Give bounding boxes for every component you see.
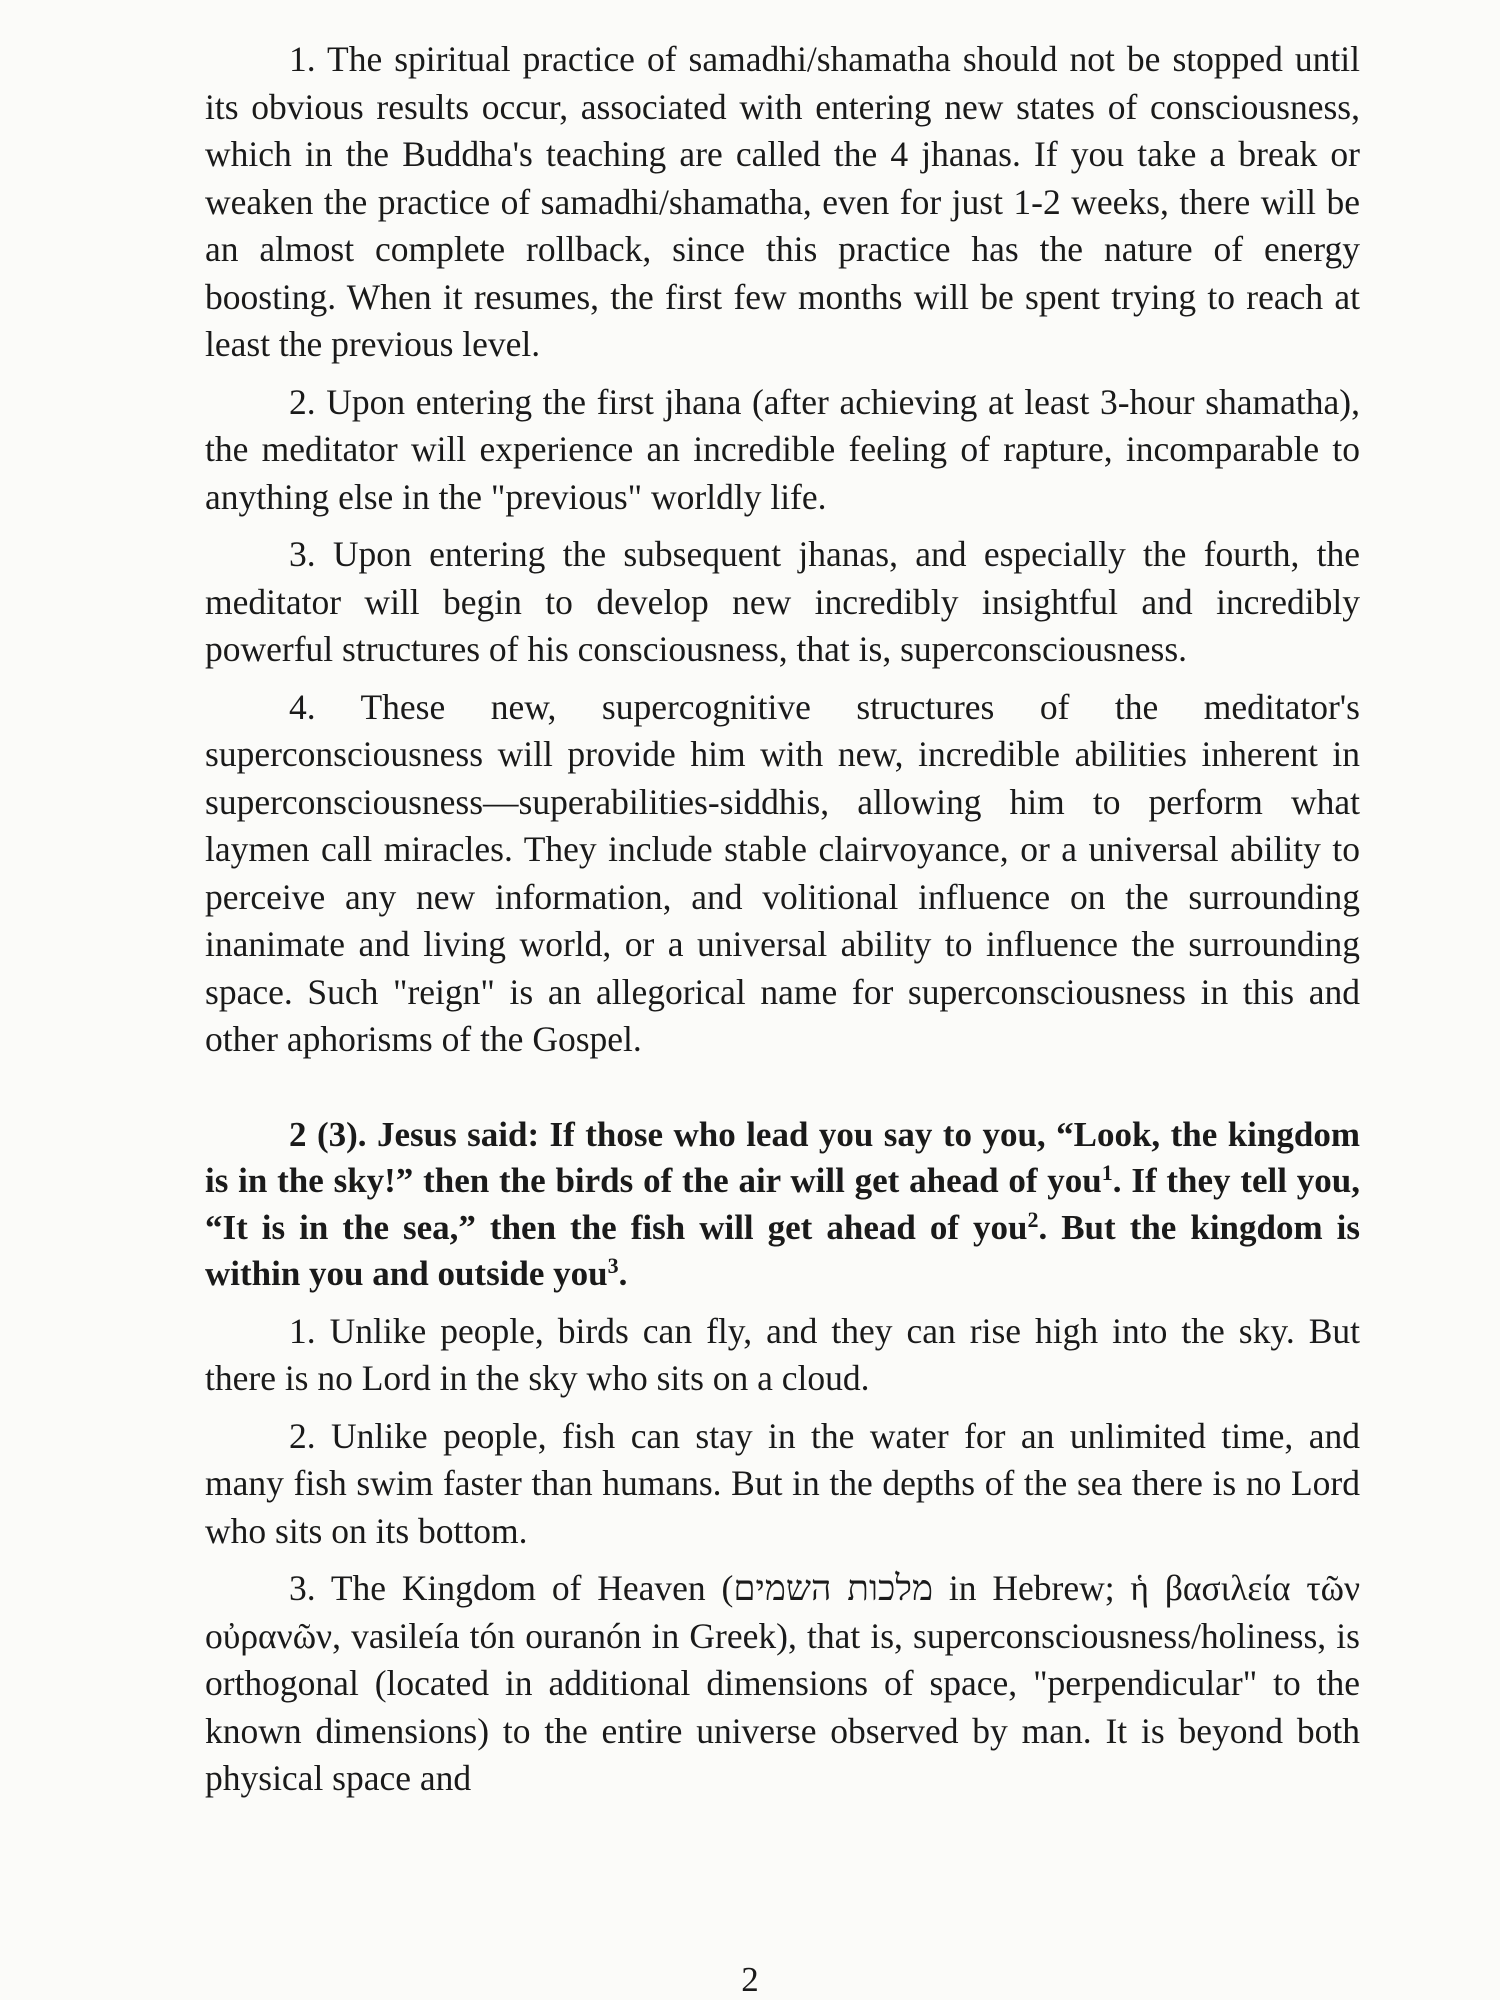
verse-text-part-4: . — [618, 1254, 628, 1293]
paragraph-3: 3. Upon entering the subsequent jhanas, and especially the fourth, the meditator will begin to develop new incredibly insightful and incredibly powerful structures of his consciousness, that is, superconsciousness. — [205, 534, 1360, 669]
paragraph-4: 4. These new, supercognitive structures of the meditator's superconsciousness will provide him with new, incredible abilities inherent in superconsciousness—superabilities-siddhis, allowing him to perform what laymen call miracles. They include stable clairvoyance, or a universal ability to perceive any new information, and volitional influence on the surrounding inanimate and living world, or a universal ability to influence the surrounding space. Such "reign" is an allegorical name for superconsciousness in this and other aphorisms of the Gospel. — [205, 686, 1360, 1059]
page-number: 2 — [741, 1960, 759, 1999]
commentary-3-rest: in Hebrew; ἡ βασιλεία τῶν οὐρανῶν, vasileía tón ouranón in Greek), that is, superconsciousness/holiness, is orthogonal (located in additional dimensions of space, "perpendicular" to the known dimensions) to the entire universe observed by man. It is beyond both physical space and — [205, 1568, 1361, 1798]
commentary-3 — [205, 1565, 1360, 1803]
footnote-ref-1: 1 — [1101, 1160, 1113, 1185]
commentary-2: 2. Unlike people, fish can stay in the water for an unlimited time, and many fish swim faster than humans. But in the depths of the sea there is no Lord who sits on its bottom. — [205, 1415, 1360, 1551]
commentary-3-start: 3. The Kingdom of Heaven ( — [289, 1568, 734, 1608]
gospel-verse — [205, 1112, 1360, 1298]
footnote-ref-3: 3 — [607, 1253, 619, 1278]
footnote-ref-2: 2 — [1027, 1206, 1039, 1232]
commentary-1: 1. Unlike people, birds can fly, and they can rise high into the sky. But there is no Lord in the sky who sits on a cloud. — [205, 1310, 1360, 1398]
verse-text-part-1: 2 (3). Jesus said: If those who lead you say to you, “Look, the kingdom is in the sky!” then the birds of the air will get ahead of you — [205, 1114, 1360, 1200]
verse-text-part-2: . If they tell you, “It is in the sea,” then the fish will get ahead of you — [205, 1161, 1360, 1247]
hebrew-term: מלכות השמים — [733, 1568, 934, 1608]
verse-text-part-3: . But the kingdom is within you and outside you — [205, 1207, 1360, 1293]
paragraph-2: 2. Upon entering the first jhana (after achieving at least 3-hour shamatha), the meditator will experience an incredible feeling of rapture, incomparable to anything else in the "previous" worldly life. — [205, 381, 1360, 517]
paragraph-1: 1. The spiritual practice of samadhi/shamatha should not be stopped until its obvious results occur, associated with entering new states of consciousness, which in the Buddha's teaching are called the 4 jhanas. If you take a break or weaken the practice of samadhi/shamatha, even for just 1-2 weeks, there will be an almost complete rollback, since this practice has the nature of energy boosting. When it resumes, the first few months will be spent trying to reach at least the previous level. — [205, 39, 1360, 364]
